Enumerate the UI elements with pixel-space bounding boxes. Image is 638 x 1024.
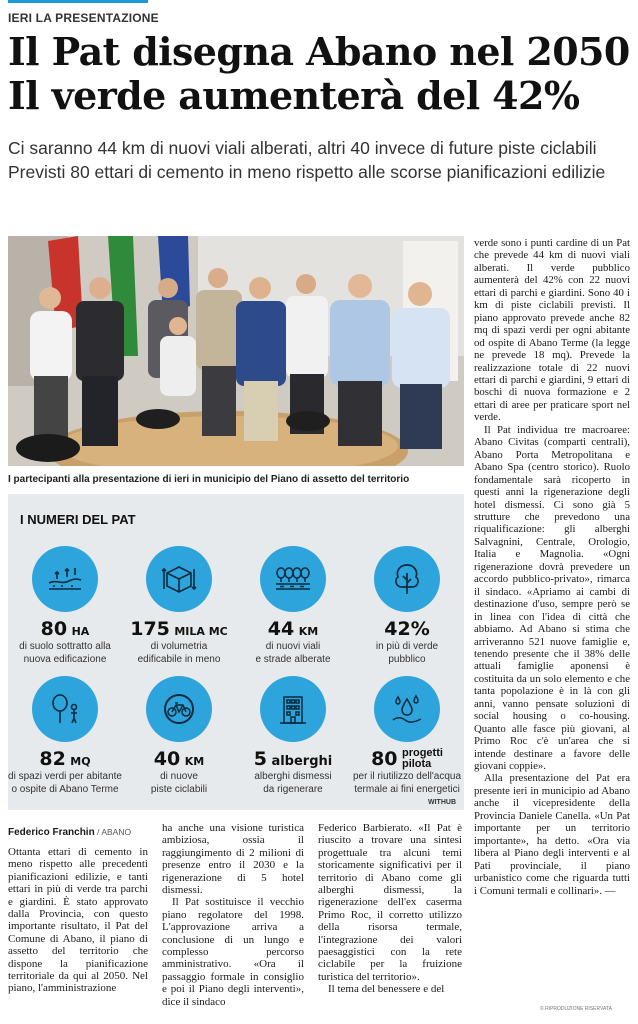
kicker: IERI LA PRESENTAZIONE <box>8 11 159 25</box>
subheadline-line-1: Ci saranno 44 km di nuovi viali alberati, altri 40 invece di future piste ciclabili <box>8 138 597 158</box>
infographic-credit: WITHUB <box>428 799 456 806</box>
stat-progetti-value: 80 <box>371 748 398 770</box>
byline <box>8 827 131 838</box>
stat-alberghi-unit: alberghi <box>271 754 333 769</box>
stat-piste-value: 40 <box>153 748 181 770</box>
photo-caption: I partecipanti alla presentazione di ieri in municipio del Piano di assetto del territorio <box>8 474 410 485</box>
stat-volumetria-desc-1: di volumetria <box>150 641 208 652</box>
stat-suolo-unit: HA <box>71 625 90 638</box>
stat-progetti-desc-1: per il riutilizzo dell'acqua <box>352 771 462 782</box>
body-paragraph-4c: Alla presentazione del Pat era presente ieri in municipio ad Abano anche il vicepresidente della Provincia Daniele Canella. «Un Pat importante per un territorio importante», ha detto. «Ora via libera al Piano degli interventi e al Pati provinciale, il piano urbanistico come che riguarda tutti i Comuni termali e collinari». — <box>474 772 630 897</box>
stat-piste-unit: KM <box>184 755 205 768</box>
stat-progetti-unit-1: progetti <box>401 747 443 759</box>
group-photo <box>8 236 464 466</box>
stat-progetti-unit-2: pilota <box>401 758 432 770</box>
stat-spazi-verdi-value: 82 <box>39 748 66 770</box>
stat-piste <box>122 676 236 796</box>
tree-row-icon <box>260 546 326 612</box>
stat-spazi-verdi-desc-1: di spazi verdi per abitante <box>8 771 122 782</box>
infographic-box <box>8 494 464 810</box>
stat-alberghi-value: 5 <box>253 748 267 770</box>
stat-volumetria-desc-2: edificabile in meno <box>137 654 221 665</box>
stat-volumetria <box>122 546 236 666</box>
infographic-title: I NUMERI DEL PAT <box>20 512 136 527</box>
stat-spazi-verdi-unit: MQ <box>70 755 91 768</box>
stat-suolo-desc-1: di suolo sottratto alla <box>19 641 111 652</box>
body-paragraph-3a: Federico Barbierato. «Il Pat è riuscito a trovare una sintesi progettuale tra alcuni temi storicamente significativi per il territorio di Abano come gli alberghi dismessi, la rigenerazione dell'ex caserma Primo Roc, il corretto utilizzo della risorsa termale, l'integrazione dei valori paesaggistici con la rete ciclabile per la fruizione turistica del territorio». <box>318 822 462 983</box>
stat-verde-desc-1: in più di verde <box>375 641 439 652</box>
stat-progetti <box>350 676 464 796</box>
stat-volumetria-value: 175 <box>130 618 170 640</box>
stat-volumetria-unit: MILA MC <box>174 625 228 638</box>
body-paragraph-3b: Il tema del benessere e del <box>328 983 445 996</box>
subheadline <box>8 136 633 184</box>
headline-line-2: Il verde aumenterà del 42% <box>8 73 580 118</box>
headline-line-1: Il Pat disegna Abano nel 2050 <box>8 29 630 74</box>
stat-piste-desc-1: di nuove <box>160 771 198 782</box>
top-accent-bar <box>8 0 148 3</box>
body-column-2 <box>162 822 304 1008</box>
stat-suolo <box>8 546 122 666</box>
stat-piste-desc-2: piste ciclabili <box>150 784 208 795</box>
byline-author: Federico Franchin <box>8 827 95 838</box>
stat-verde <box>350 546 464 666</box>
water-drops-icon <box>374 676 440 742</box>
stat-viali-desc-1: di nuovi viali <box>265 641 321 652</box>
byline-location: ABANO <box>101 827 132 837</box>
stat-suolo-value: 80 <box>40 618 68 640</box>
subheadline-line-2: Previsti 80 ettari di cemento in meno rispetto alle scorse pianificazioni edilizie <box>8 162 606 182</box>
body-paragraph-4b: Il Pat individua tre macroaree: Abano Civitas (comparti centrali), Abano Porta Metropolitana e Abano Spa (centro storico). Ruolo fondamentale sarà ricoperto in questi anni la rigenerazione degli hotel dismessi. Ci sono già 5 strutture che prevedono una riqualificazione: gli alberghi Salvagnini, Centrale, Orologio, Italia e Magnolia. «Ogni rigenerazione dovrà prevedere un accordo pubblico-privato», rimarca il sindaco. «Apriamo ai cambi di destinazione d'uso, sempre però se in linea con l'idea di città che abbiamo. Ad Abano si stima che arriveranno 521 nuove famiglie e, tenendo presente che il 38% delle attuali famiglie aponensi è costituita da un solo elemento e che tanta popolazione è in là con gli anni, vanno pensate soluzioni di social housing o co-housing. Quanto alle fasce più giovani, al Primo Roc c'è un'area che si intende destinare a favore delle giovani coppie». <box>474 423 630 773</box>
bicycle-sign-icon <box>146 676 212 742</box>
stat-spazi-verdi <box>8 676 122 796</box>
tree-icon <box>374 546 440 612</box>
stat-alberghi-desc-2: da rigenerare <box>263 784 323 795</box>
soil-layers-icon <box>32 546 98 612</box>
stat-viali-desc-2: e strade alberate <box>255 654 331 665</box>
stat-viali-value: 44 <box>267 618 295 640</box>
tree-person-icon <box>32 676 98 742</box>
body-column-4 <box>474 237 630 897</box>
byline-separator: / <box>94 827 102 837</box>
reproduction-notice: © RIPRODUZIONE RISERVATA <box>540 1006 612 1012</box>
body-paragraph-2a: ha anche una visione turistica ambiziosa, ossia il raggiungimento di 2 milioni di presenze entro il 2030 e la rigenerazione di 5 hotel dismessi. <box>162 822 304 897</box>
body-column-3 <box>318 822 462 996</box>
body-paragraph-1: Ottanta ettari di cemento in meno rispetto alle precedenti pianificazioni edilizie, e tanti ettari in più di verde tra parchi e giardini. È stato approvato dalla Provincia, con questo importante risultato, il Pat del Comune di Abano, il piano di assetto del territorio che dispone la pianificazione territoriale da qui al 2050. Nel piano, l'amministrazione <box>8 846 148 995</box>
cube-volume-icon <box>146 546 212 612</box>
stat-progetti-desc-2: termale ai fini energetici <box>354 784 460 795</box>
stat-verde-desc-2: pubblico <box>388 654 426 665</box>
headline <box>8 30 633 118</box>
body-paragraph-4a: verde sono i punti cardine di un Pat che prevede 44 km di nuovi viali alberati. Il verde pubblico aumenterà del 42% con 22 nuovi ettari di parchi e giardini. Sono 40 i km di piste ciclabili previsti. Il piano approvato prevede anche 82 mq di spazi verdi per ogni abitante od ospite di Abano Terme (la legge ne prevede 18 mq). Prevede la realizzazione totale di 22 nuovi ettari di parchi e giardini, 9 ettari di boschi di nuova formazione e 2 ettari di aree per praticare sport nel verde. <box>474 237 630 424</box>
stat-viali-unit: KM <box>298 625 319 638</box>
stat-viali <box>236 546 350 666</box>
stat-alberghi <box>236 676 350 796</box>
hotel-building-icon <box>260 676 326 742</box>
body-paragraph-2b: Il Pat sostituisce il vecchio piano regolatore del 1998. L'approvazione arriva a conclusione di un lungo e complesso percorso amministrativo. «Ora il passaggio formale in consiglio e poi il Piano degli interventi», dice il sindaco <box>162 896 304 1008</box>
stat-suolo-desc-2: nuova edificazione <box>23 654 107 665</box>
stat-verde-value: 42% <box>384 618 430 640</box>
body-column-1 <box>8 846 148 995</box>
stat-alberghi-desc-1: alberghi dismessi <box>254 771 332 782</box>
stat-spazi-verdi-desc-2: o ospite di Abano Terme <box>11 784 119 795</box>
